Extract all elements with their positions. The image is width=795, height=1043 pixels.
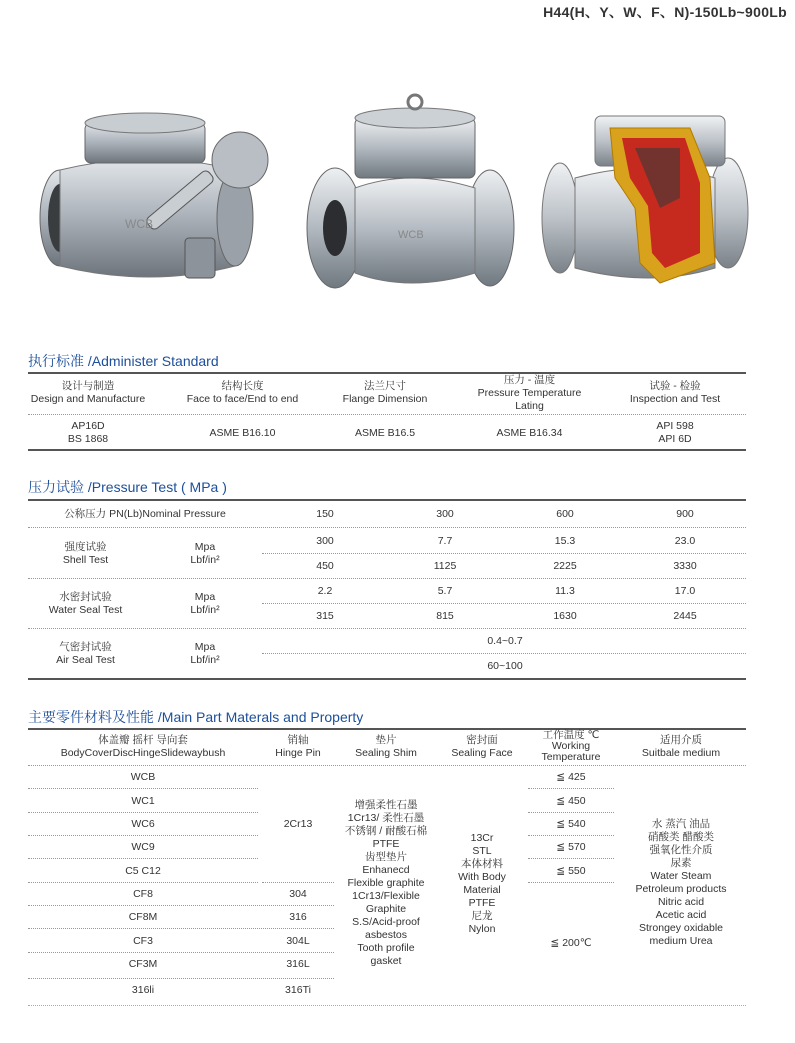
cell: 2445	[673, 610, 697, 622]
cell: 3330	[673, 560, 697, 572]
cell: 17.0	[674, 585, 696, 597]
shell-test-units: Mpa Lbf/in²	[190, 541, 220, 566]
rule	[28, 728, 746, 730]
working-temperature: ≦ 540	[556, 818, 586, 830]
cell: 2225	[553, 560, 577, 572]
body-material: CF3M	[128, 958, 158, 970]
water-seal-test-units: Mpa Lbf/in²	[190, 591, 220, 616]
cell: 450	[316, 560, 334, 572]
divider	[528, 812, 614, 813]
divider	[28, 812, 258, 813]
photo-swing-check-valve-cutaway	[540, 88, 750, 313]
materials-header-medium: 适用介质 Suitbale medium	[641, 734, 721, 759]
admin-header-4: 试验 - 检验 Inspection and Test	[629, 380, 721, 405]
divider	[28, 578, 746, 579]
suitable-medium-list: 水 蒸汽 油品 硝酸类 醋酸类 强氧化性介质 尿素 Water Steam Petroleum products Nitric acid Acetic acid Strongey oxidable medium Urea	[635, 818, 727, 947]
admin-value-0: AP16D BS 1868	[67, 420, 109, 445]
admin-header-1: 结构长度 Face to face/End to end	[186, 380, 299, 405]
body-material: CF8M	[128, 911, 158, 923]
body-material: WC6	[131, 818, 155, 830]
air-seal-test-units: Mpa Lbf/in²	[190, 641, 220, 666]
materials-header-pin: 销轴 Hinge Pin	[275, 734, 321, 759]
hinge-pin-material: 316	[289, 911, 307, 923]
sealing-shim-list: 增强柔性石墨 1Cr13/ 柔性石墨 不锈钢 / 耐酸石棉 PTFE 齿型垫片 Enhanecd Flexible graphite 1Cr13/Flexible Graphite S.S/Acid-proof asbestos Tooth profile gasket	[344, 799, 428, 967]
divider	[28, 978, 334, 979]
divider	[28, 858, 258, 859]
admin-standard-title: 执行标准 /Administer Standard	[28, 353, 219, 369]
divider	[28, 414, 746, 415]
rule	[28, 678, 746, 680]
product-photos	[30, 88, 750, 313]
working-temperature: ≦ 570	[556, 841, 586, 853]
working-temperature: ≦ 550	[556, 865, 586, 877]
rule	[28, 449, 746, 451]
body-material: WCB	[130, 771, 156, 783]
cell: 1630	[553, 610, 577, 622]
materials-header-face: 密封面 Sealing Face	[451, 734, 513, 759]
body-material: 316li	[131, 984, 155, 996]
materials-header-shim: 垫片 Sealing Shim	[355, 734, 417, 759]
cell: 7.7	[437, 535, 453, 547]
materials-title: 主要零件材料及性能 /Main Part Materals and Property	[28, 709, 364, 725]
body-material: WC9	[131, 841, 155, 853]
divider	[528, 788, 614, 789]
divider	[528, 882, 614, 883]
divider	[28, 1005, 746, 1006]
admin-header-0: 设计与制造 Design and Manufacture	[30, 380, 146, 405]
divider	[262, 653, 746, 654]
hinge-pin-material: 316L	[286, 958, 310, 970]
hinge-pin-material: 304	[289, 888, 307, 900]
divider	[28, 527, 746, 528]
cell: 0.4~0.7	[487, 635, 523, 647]
materials-header-body: 体盖瓣 摇杆 导向套 BodyCoverDiscHingeSlidewaybush	[60, 734, 226, 759]
divider	[262, 603, 746, 604]
svg-text:WCB: WCB	[125, 217, 153, 231]
cell: 300	[316, 535, 334, 547]
divider	[28, 628, 746, 629]
cell: 15.3	[554, 535, 576, 547]
pressure-test-title: 压力试验 /Pressure Test ( MPa )	[28, 479, 227, 495]
air-seal-test-label: 气密封试验 Air Seal Test	[56, 641, 115, 666]
cell: 2.2	[317, 585, 333, 597]
divider	[28, 905, 334, 906]
admin-value-3: ASME B16.34	[496, 427, 563, 439]
hinge-pin-material: 2Cr13	[283, 818, 313, 830]
photo-swing-check-valve-flanged	[300, 88, 520, 313]
svg-text:WCB: WCB	[398, 229, 424, 241]
body-material: CF8	[133, 888, 153, 900]
divider	[528, 835, 614, 836]
working-temperature: ≦ 200℃	[550, 937, 592, 949]
divider	[28, 788, 258, 789]
divider	[28, 928, 334, 929]
nominal-900: 900	[676, 508, 694, 520]
admin-value-1: ASME B16.10	[209, 427, 276, 439]
rule	[28, 499, 746, 501]
hinge-pin-material: 304L	[286, 935, 310, 947]
page-title: H44(H、Y、W、F、N)-150Lb~900Lb	[543, 4, 787, 20]
nominal-300: 300	[436, 508, 454, 520]
admin-header-3: 压力 - 温度 Pressure Temperature Lating	[477, 374, 582, 412]
cell: 11.3	[555, 585, 575, 597]
cell: 5.7	[437, 585, 453, 597]
divider	[28, 835, 258, 836]
divider	[262, 882, 334, 883]
photo-swing-check-valve-with-counterweight	[30, 88, 270, 313]
body-material: C5 C12	[125, 865, 161, 877]
working-temperature: ≦ 450	[556, 795, 586, 807]
water-seal-test-label: 水密封试验 Water Seal Test	[48, 591, 123, 616]
divider	[28, 882, 258, 883]
divider	[28, 765, 746, 766]
admin-header-2: 法兰尺寸 Flange Dimension	[342, 380, 428, 405]
cell: 1125	[433, 560, 457, 572]
cell: 815	[436, 610, 454, 622]
cell: 23.0	[674, 535, 696, 547]
admin-value-2: ASME B16.5	[354, 427, 416, 439]
admin-value-4: API 598 API 6D	[656, 420, 694, 445]
body-material: CF3	[133, 935, 153, 947]
materials-header-temp: 工作温度 ℃ Working Temperature	[541, 729, 601, 763]
shell-test-label: 强度试验 Shell Test	[62, 541, 109, 566]
nominal-150: 150	[316, 508, 334, 520]
divider	[28, 952, 334, 953]
cell: 60~100	[487, 660, 523, 672]
nominal-600: 600	[556, 508, 574, 520]
cell: 315	[316, 610, 334, 622]
working-temperature: ≦ 425	[556, 771, 586, 783]
sealing-face-list: 13Cr STL 本体材料 With Body Material PTFE 尼龙 Nylon	[458, 832, 506, 935]
divider	[262, 553, 746, 554]
hinge-pin-material: 316Ti	[285, 984, 311, 996]
nominal-pressure-label: 公称压力 PN(Lb)Nominal Pressure	[64, 508, 226, 520]
body-material: WC1	[131, 795, 155, 807]
rule	[28, 372, 746, 374]
divider	[528, 858, 614, 859]
